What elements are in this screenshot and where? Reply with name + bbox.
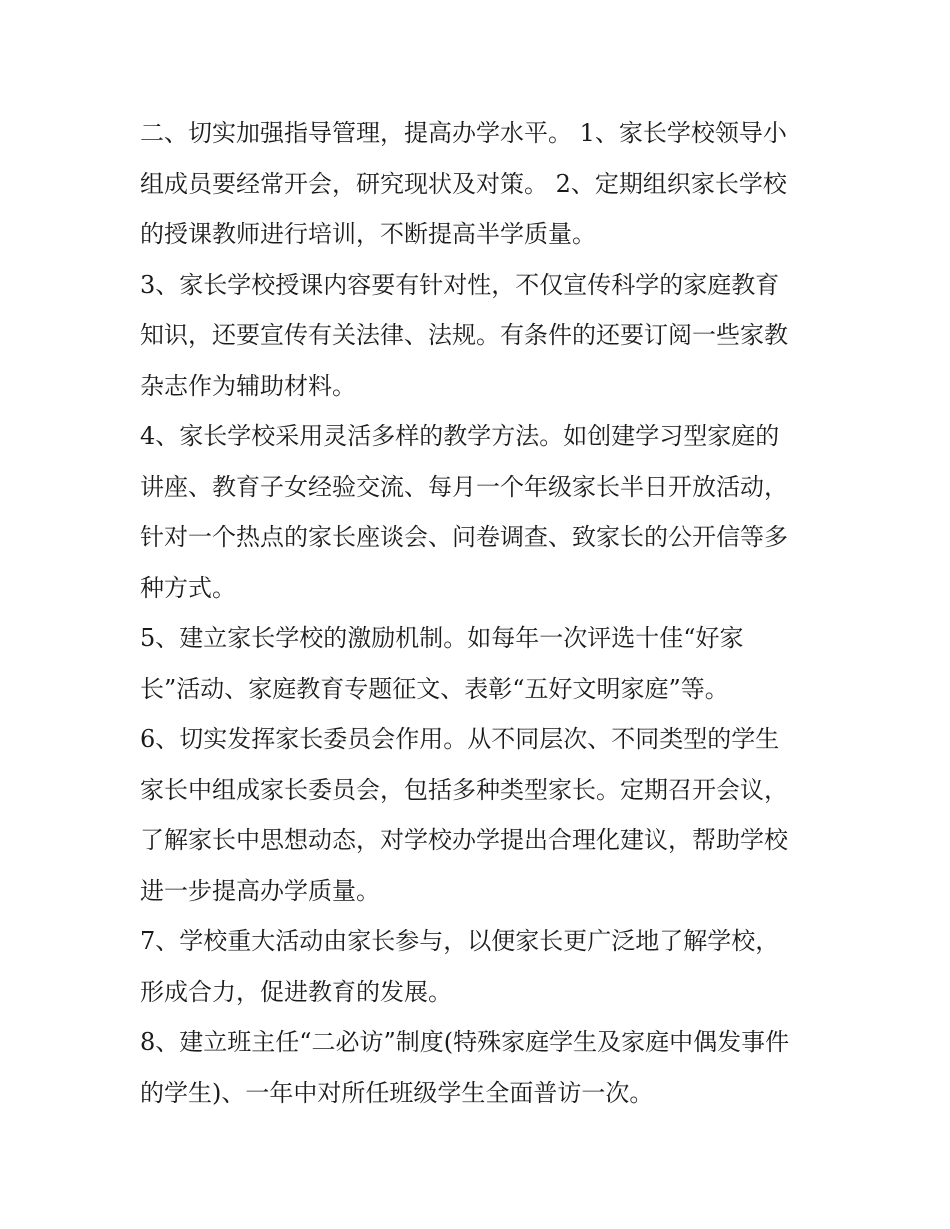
text-line: 6、切实发挥家长委员会作用。从不同层次、不同类型的学生 xyxy=(140,725,780,753)
text-line: 的授课教师进行培训，不断提高半学质量。 xyxy=(140,220,596,248)
paragraph-item-7 xyxy=(140,916,820,1017)
text-line: 讲座、教育子女经验交流、每月一个年级家长半日开放活动， xyxy=(140,472,788,501)
text-line: 知识，还要宣传有关法律、法规。有条件的还要订阅一些家教 xyxy=(140,321,788,349)
text-line: 针对一个热点的家长座谈会、问卷调查、致家长的公开信等多 xyxy=(140,523,788,551)
text-line: 形成合力，促进教育的发展。 xyxy=(140,977,452,1006)
document-body xyxy=(140,108,820,1118)
text-line: 组成员要经常开会，研究现状及对策。 2、定期组织家长学校 xyxy=(140,169,787,198)
text-line: 了解家长中思想动态，对学校办学提出合理化建议，帮助学校 xyxy=(140,826,788,854)
text-line: 长”活动、家庭教育专题征文、表彰“五好文明家庭”等。 xyxy=(140,674,729,703)
text-line: 7、学校重大活动由家长参与，以便家长更广泛地了解学校， xyxy=(140,927,780,955)
paragraph-item-8 xyxy=(140,1017,820,1118)
paragraph-guidance-management xyxy=(140,108,820,260)
text-line: 4、家长学校采用灵活多样的教学方法。如创建学习型家庭的 xyxy=(140,422,780,450)
text-line: 3、家长学校授课内容要有针对性，不仅宣传科学的家庭教育 xyxy=(140,270,780,299)
paragraph-item-6 xyxy=(140,714,820,916)
paragraph-item-4 xyxy=(140,411,820,613)
paragraph-item-3 xyxy=(140,260,820,412)
text-line: 8、建立班主任“二必访”制度(特殊家庭学生及家庭中偶发事件 xyxy=(140,1028,790,1056)
text-line: 的学生)、一年中对所任班级学生全面普访一次。 xyxy=(140,1078,654,1107)
text-line: 进一步提高办学质量。 xyxy=(140,876,380,905)
text-line: 种方式。 xyxy=(140,573,236,602)
paragraph-item-5 xyxy=(140,613,820,714)
text-line: 家长中组成家长委员会，包括多种类型家长。定期召开会议， xyxy=(140,775,788,804)
text-line: 5、建立家长学校的激励机制。如每年一次评选十佳“好家 xyxy=(140,624,744,652)
text-line: 杂志作为辅助材料。 xyxy=(140,371,356,400)
text-line: 二、切实加强指导管理，提高办学水平。 1、家长学校领导小 xyxy=(140,119,787,147)
